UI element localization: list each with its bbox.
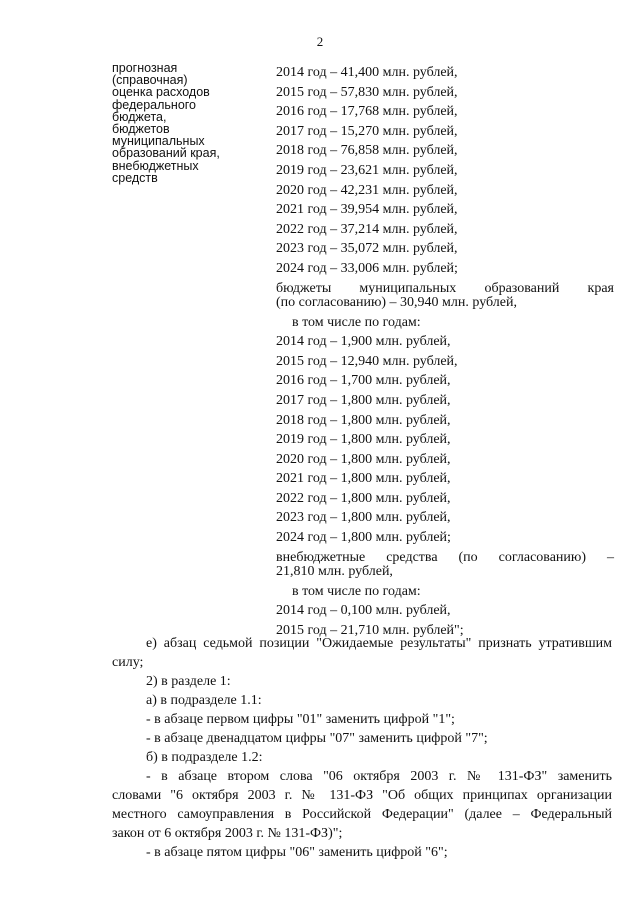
municipal-year-line: 2023 год – 1,800 млн. рублей, [276, 510, 451, 526]
label-line: прогнозная [112, 61, 178, 75]
municipal-heading-line2: (по согласованию) – 30,940 млн. рублей, [276, 294, 517, 310]
municipal-year-line: 2014 год – 1,900 млн. рублей, [276, 334, 451, 350]
municipal-by-years-label: в том числе по годам: [292, 314, 421, 330]
subitem-b-change1-line3: местного самоуправления в Российской Федерации" (далее – Федеральный [112, 807, 612, 822]
label-line: муниципальных [112, 134, 205, 149]
municipal-year-line: 2024 год – 1,800 млн. рублей; [276, 530, 451, 546]
municipal-heading [276, 282, 614, 310]
municipal-year-line: 2016 год – 1,700 млн. рублей, [276, 373, 451, 389]
label-line: федерального [112, 97, 197, 112]
municipal-year-line: 2019 год – 1,800 млн. рублей, [276, 432, 451, 448]
municipal-year-line: 2018 год – 1,800 млн. рублей, [276, 412, 451, 428]
page-number: 2 [316, 34, 324, 49]
municipal-year-line: 2017 год – 1,800 млн. рублей, [276, 392, 451, 408]
total-year-line: 2015 год – 57,830 млн. рублей, [276, 84, 458, 100]
label-line: оценка расходов [112, 85, 210, 100]
label-line: бюджета, [112, 109, 167, 124]
label-line: внебюджетных [112, 158, 199, 173]
total-year-line: 2014 год – 41,400 млн. рублей, [276, 65, 458, 80]
total-year-line: 2018 год – 76,858 млн. рублей, [276, 143, 458, 159]
funding-label [112, 62, 262, 184]
paragraph-e-line1: е) абзац седьмой позиции "Ожидаемые результаты" признать утратившим [146, 636, 612, 651]
item-2: 2) в разделе 1: [146, 674, 231, 689]
total-year-line: 2023 год – 35,072 млн. рублей, [276, 241, 458, 257]
extrabudgetary-year-line: 2015 год – 21,710 млн. рублей"; [276, 622, 464, 638]
municipal-heading-line1: бюджеты муниципальных образований края [276, 280, 614, 296]
extrabudgetary-year-line: 2014 год – 0,100 млн. рублей, [276, 603, 451, 619]
subitem-b-change1-line4: закон от 6 октября 2003 г. № 131-ФЗ)"; [112, 826, 343, 841]
subitem-b: б) в подразделе 1.2: [146, 750, 263, 765]
total-year-line: 2016 год – 17,768 млн. рублей, [276, 104, 458, 120]
total-year-line: 2019 год – 23,621 млн. рублей, [276, 162, 458, 178]
municipal-year-line: 2021 год – 1,800 млн. рублей, [276, 471, 451, 487]
subitem-a-change2: - в абзаце двенадцатом цифры "07" заменить цифрой "7"; [146, 731, 488, 746]
extrabudgetary-heading-line1: внебюджетные средства (по согласованию) – [276, 549, 614, 565]
subitem-b-change2: - в абзаце пятом цифры "06" заменить цифрой "6"; [146, 845, 448, 860]
subitem-a: а) в подразделе 1.1: [146, 693, 262, 708]
label-line: образований края, [112, 146, 220, 161]
amendments-text [112, 634, 612, 862]
extrabudgetary-heading-line2: 21,810 млн. рублей, [276, 563, 393, 579]
subitem-a-change1: - в абзаце первом цифры "01" заменить цифрой "1"; [146, 712, 455, 727]
paragraph-e-line2: силу; [112, 655, 144, 670]
total-year-line: 2022 год – 37,214 млн. рублей, [276, 221, 458, 237]
label-line: (справочная) [112, 73, 188, 88]
label-line: средств [112, 170, 158, 185]
subitem-b-change1-line1: - в абзаце втором слова "06 октября 2003 г. № 131-ФЗ" заменить [146, 769, 612, 784]
label-line: бюджетов [112, 122, 170, 137]
total-year-line: 2017 год – 15,270 млн. рублей, [276, 123, 458, 139]
total-year-line: 2024 год – 33,006 млн. рублей; [276, 260, 458, 276]
municipal-year-line: 2022 год – 1,800 млн. рублей, [276, 490, 451, 506]
extrabudgetary-heading [276, 551, 614, 579]
municipal-year-line: 2020 год – 1,800 млн. рублей, [276, 451, 451, 467]
municipal-year-line: 2015 год – 12,940 млн. рублей, [276, 353, 458, 369]
total-year-line: 2020 год – 42,231 млн. рублей, [276, 182, 458, 198]
subitem-b-change1-line2: словами "6 октября 2003 г. № 131-ФЗ "Об общих принципах организации [112, 788, 612, 803]
total-year-line: 2021 год – 39,954 млн. рублей, [276, 202, 458, 218]
funding-values [276, 63, 614, 640]
extrabudgetary-by-years-label: в том числе по годам: [292, 583, 421, 599]
